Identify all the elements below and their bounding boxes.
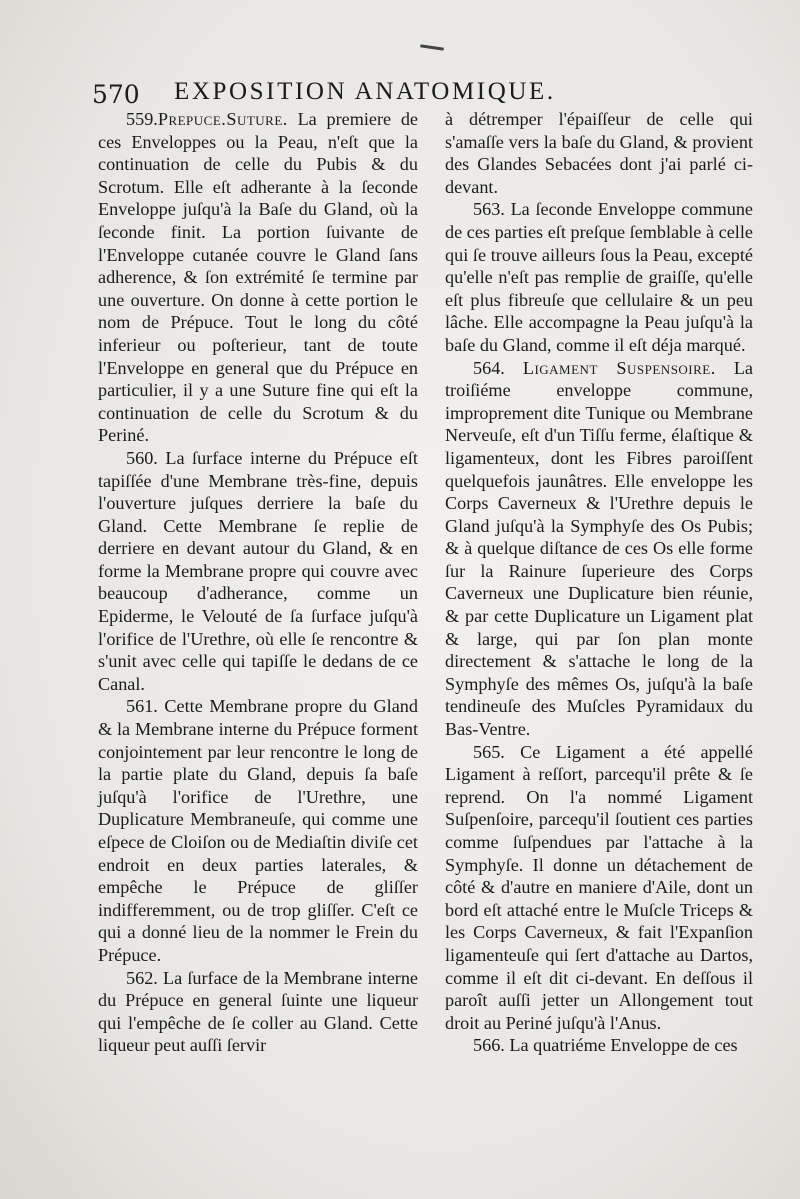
paragraph-number: 559. <box>126 109 158 129</box>
margin-heading: Ligament Suspensoire. <box>522 357 716 378</box>
paragraph-561: 561. Cette Membrane propre du Gland & la Membrane interne du Prépuce forment conjointement par leur rencontre le long de la partie plate du Gland, depuis ſa baſe juſqu'à l'orifice de l'Urethre, une Duplicature Membraneuſe, qui comme une eſpece de Cloiſon ou de Mediaſtin diviſe cet endroit en deux parties laterales, & empêche le Prépuce de gliſſer indifferemment, ou de trop gliſſer. C'eſt ce qui a donné lieu de la nommer le Frein du Prépuce. <box>98 696 418 965</box>
paragraph-562-continued: à détremper l'épaiſſeur de celle qui s'amaſſe vers la baſe du Gland, & provient des Glandes Sebacées dont j'ai parlé ci-devant. <box>445 109 753 197</box>
margin-heading: Prepuce.Suture. <box>157 109 288 129</box>
left-column <box>98 108 418 1057</box>
ink-mark <box>420 44 444 50</box>
running-head: EXPOSITION ANATOMIQUE. <box>174 78 556 105</box>
paragraph-564 <box>445 357 753 741</box>
paragraph-559 <box>98 108 418 447</box>
paragraph-number: 564. <box>473 357 505 378</box>
right-column <box>445 108 753 1057</box>
paragraph-562: 562. La ſurface de la Membrane interne du Prépuce en general ſuinte une liqueur qui l'empêche de ſe coller au Gland. Cette liqueur peut auſſi ſervir <box>98 967 418 1056</box>
paragraph-text: La premiere de ces Enveloppes ou la Peau, n'eſt que la continuation de celle du Pubis & du Scrotum. Elle eſt adherante à la ſeconde Enveloppe juſqu'à la Baſe du Gland, où la ſeconde finit. La portion ſuivante de l'Enveloppe cutanée couvre le Gland ſans adherence, & ſon extrémité ſe termine par une ouverture. On donne à cette portion le nom de Prépuce. Tout le long du côté inferieur ou poſterieur, tant de toute l'Enveloppe en general que du Prépuce en particulier, il y a une Suture fine qui eſt la continuation de celle du Scrotum & du Periné. <box>98 109 418 446</box>
paragraph-565: 565. Ce Ligament a été appellé Ligament à reſſort, parcequ'il prête & ſe reprend. On l'a nommé Ligament Suſpenſoire, parcequ'il ſoutient ces parties comme ſuſpendues par l'attache à la Symphyſe. Il donne un détachement de côté & d'autre en maniere d'Aile, dont un bord eſt attaché entre le Muſcle Triceps & les Corps Caverneux, & fait l'Expanſion ligamenteuſe qui ſert d'attache au Dartos, comme il eſt dit ci-devant. En deſſous il paroît auſſi jetter un Allongement tout droit au Periné juſqu'à l'Anus. <box>445 741 753 1033</box>
paragraph-text: La troiſiéme enveloppe commune, improprement dite Tunique ou Membrane Nerveuſe, eſt d'un Tiſſu ferme, élaſtique & ligamenteux, dont les Fibres paroiſſent quelquefois jaunâtres. Elle enveloppe les Corps Caverneux & l'Urethre depuis le Gland juſqu'à la Symphyſe des Os Pubis; & à quelque diſtance de ces Os elle forme ſur la Rainure ſuperieure des Corps Caverneux une Duplicature bien réunie, & par cette Duplicature un Ligament plat & large, qui par ſon plan monte directement & s'attache le long de la Symphyſe des mêmes Os, juſqu'à la baſe tendineuſe des Muſcles Pyramidaux du Bas-Ventre. <box>445 357 753 740</box>
paragraph-560: 560. La ſurface interne du Prépuce eſt tapiſſée d'une Membrane très-fine, depuis l'ouverture juſques derriere la baſe du Gland. Cette Membrane ſe replie de derriere en devant autour du Gland, & en forme la Membrane propre qui couvre avec beaucoup d'adherance, comme un Epiderme, le Velouté de ſa ſurface juſqu'à l'orifice de l'Urethre, où elle ſe rencontre & s'unit avec celle qui tapiſſe le dedans de ce Canal. <box>98 447 418 694</box>
page-number: 570 <box>92 80 140 109</box>
paragraph-563: 563. La ſeconde Enveloppe commune de ces parties eſt preſque ſemblable à celle qui ſe trouve ailleurs ſous la Peau, excepté qu'elle n'eſt pas remplie de graiſſe, qu'elle eſt plus fibreuſe que cellulaire & un peu lâche. Elle accompagne la Peau juſqu'à la baſe du Gland, comme il eſt déja marqué. <box>445 199 753 355</box>
paragraph-566: 566. La quatriéme Enveloppe de ces <box>473 1035 738 1056</box>
